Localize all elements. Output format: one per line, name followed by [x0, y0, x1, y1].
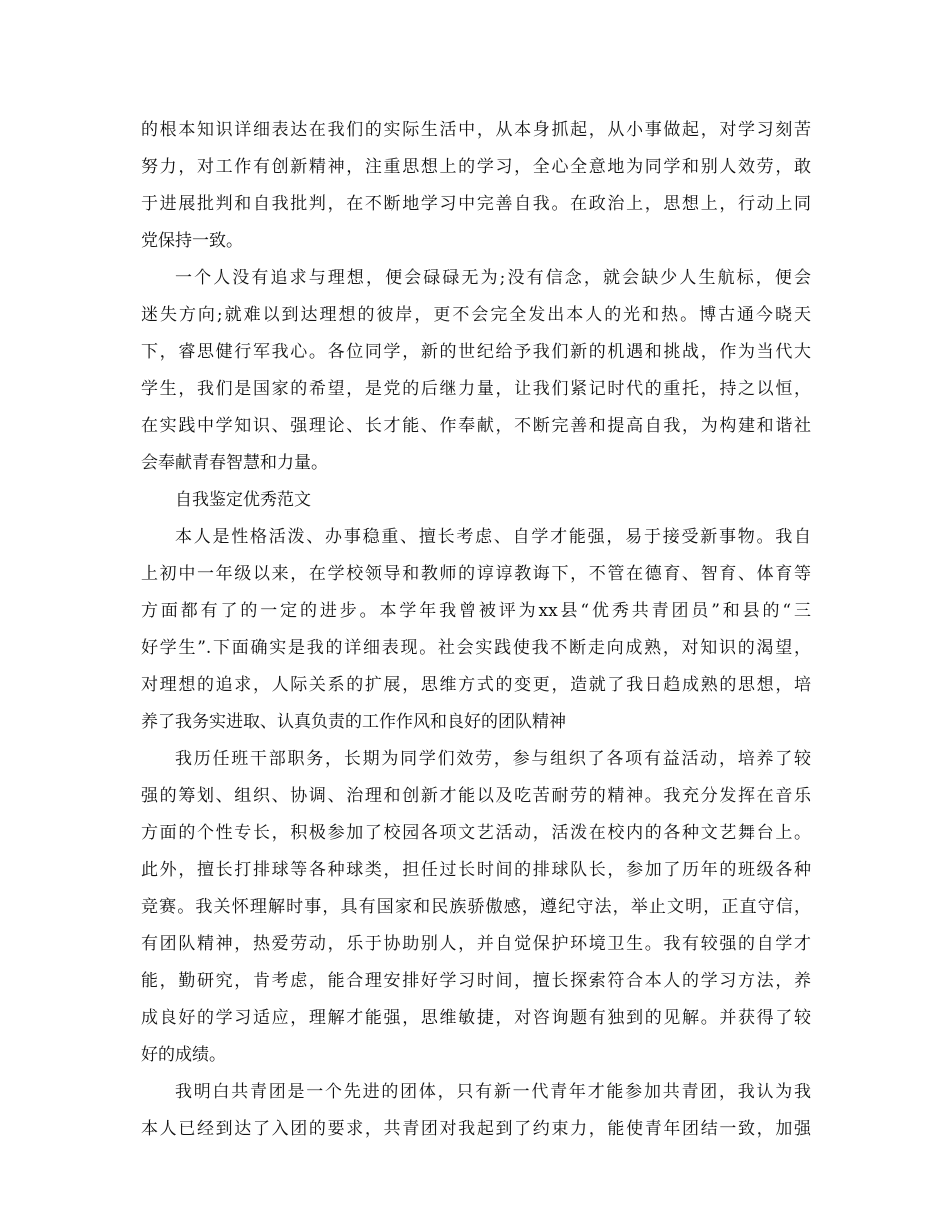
- paragraph-first-line: 我历任班干部职务，长期为同学们效劳，参与组织了各项有益活动，培养了较: [175, 749, 811, 769]
- body-text-line: 学生，我们是国家的希望，是党的后继力量，让我们紧记时代的重托，持之以恒，: [141, 379, 811, 399]
- body-text-line: 会奉献青春智慧和力量。: [141, 453, 328, 473]
- body-text-line: 上初中一年级以来，在学校领导和教师的谆谆教诲下，不管在德育、智育、体育等: [141, 564, 811, 584]
- body-text-line: 迷失方向;就难以到达理想的彼岸，更不会完全发出本人的光和热。博古通今晓天: [141, 305, 811, 325]
- body-text-line: 成良好的学习适应，理解才能强，思维敏捷，对咨询题有独到的见解。并获得了较: [141, 1008, 811, 1028]
- body-text-line: 好的成绩。: [141, 1045, 226, 1065]
- body-text-line: 本人已经到达了入团的要求，共青团对我起到了约束力，能使青年团结一致，加强: [141, 1119, 811, 1139]
- body-text-line: 于进展批判和自我批判，在不断地学习中完善自我。在政治上，思想上，行动上同: [141, 194, 811, 214]
- body-text-line: 在实践中学知识、强理论、长才能、作奉献，不断完善和提高自我，为构建和谐社: [141, 416, 811, 436]
- section-heading: 自我鉴定优秀范文: [175, 490, 311, 510]
- body-text-line: 能，勤研究，肯考虑，能合理安排好学习时间，擅长探索符合本人的学习方法，养: [141, 971, 811, 991]
- body-text-line: 的根本知识详细表达在我们的实际生活中，从本身抓起，从小事做起，对学习刻苦: [141, 120, 811, 140]
- body-text-line: 方面的个性专长，积极参加了校园各项文艺活动，活泼在校内的各种文艺舞台上。: [141, 823, 811, 843]
- body-text-line: 下，睿思健行军我心。各位同学，新的世纪给予我们新的机遇和挑战，作为当代大: [141, 342, 811, 362]
- paragraph-first-line: 本人是性格活泼、办事稳重、擅长考虑、自学才能强，易于接受新事物。我自: [175, 527, 811, 547]
- body-text-line: 此外，擅长打排球等各种球类，担任过长时间的排球队长，参加了历年的班级各种: [141, 860, 811, 880]
- body-text-line: 党保持一致。: [141, 231, 243, 251]
- body-text-line: 养了我务实进取、认真负责的工作作风和良好的团队精神: [141, 712, 566, 732]
- body-text-line: 对理想的追求，人际关系的扩展，思维方式的变更，造就了我日趋成熟的思想，培: [141, 675, 811, 695]
- body-text-line: 强的筹划、组织、协调、治理和创新才能以及吃苦耐劳的精神。我充分发挥在音乐: [141, 786, 811, 806]
- body-text-line: 方面都有了的一定的进步。本学年我曾被评为xx县“优秀共青团员”和县的“三: [141, 601, 811, 621]
- body-text-line: 竞赛。我关怀理解时事，具有国家和民族骄傲感，遵纪守法，举止文明，正直守信，: [141, 897, 811, 917]
- body-text-line: 好学生”.下面确实是我的详细表现。社会实践使我不断走向成熟，对知识的渴望，: [141, 638, 811, 658]
- paragraph-first-line: 我明白共青团是一个先进的团体，只有新一代青年才能参加共青团，我认为我: [175, 1082, 811, 1102]
- paragraph-first-line: 一个人没有追求与理想，便会碌碌无为;没有信念，就会缺少人生航标，便会: [175, 268, 811, 288]
- body-text-line: 有团队精神，热爱劳动，乐于协助别人，并自觉保护环境卫生。我有较强的自学才: [141, 934, 811, 954]
- body-text-line: 努力，对工作有创新精神，注重思想上的学习，全心全意地为同学和别人效劳，敢: [141, 157, 811, 177]
